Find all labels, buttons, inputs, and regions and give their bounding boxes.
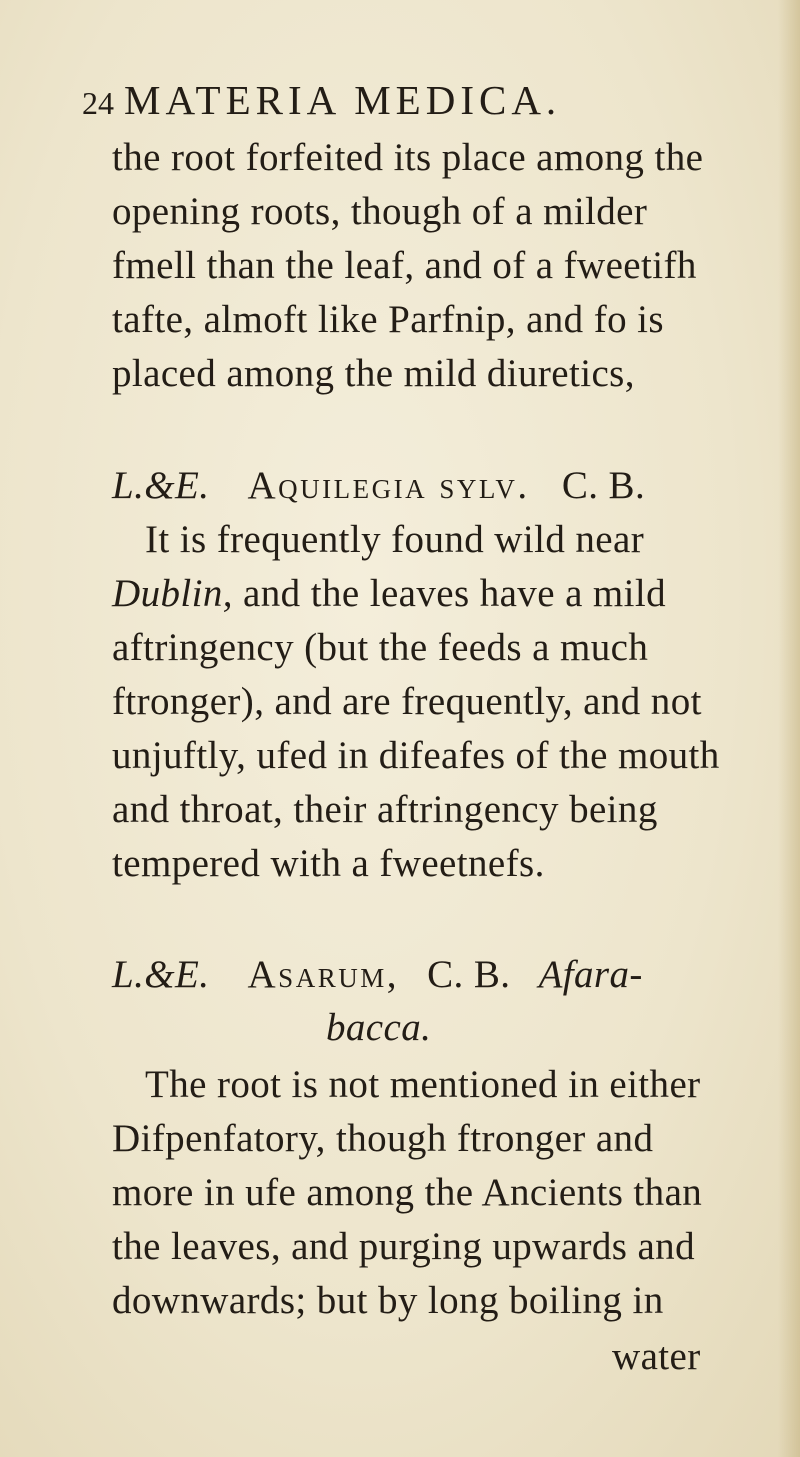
entry-heading-aquilegia xyxy=(112,466,645,505)
synonym: Afara- xyxy=(538,953,643,996)
synonym-continuation: bacca. xyxy=(326,1006,432,1049)
text-line: The root is not mentioned in either xyxy=(145,1063,701,1106)
text-line: the leaves, and purging upwards and xyxy=(112,1225,695,1268)
catchword: water xyxy=(612,1335,701,1378)
pharmacopoeia-mark: L.&E. xyxy=(112,464,210,507)
running-header xyxy=(82,76,561,124)
entry-heading-asarum xyxy=(112,955,643,994)
text-line: Difpenfatory, though ftronger and xyxy=(112,1117,654,1160)
text-line: tafte, almoft like Parfnip, and fo is xyxy=(112,298,664,341)
text-line: It is frequently found wild near xyxy=(145,518,645,561)
drug-name: Aquilegia sylv. xyxy=(247,464,530,507)
text-line: placed among the mild diuretics, xyxy=(112,352,635,395)
pharmacopoeia-mark: L.&E. xyxy=(112,953,210,996)
drug-name: Asarum, xyxy=(247,953,399,996)
page-number: 24 xyxy=(82,85,114,121)
text-line: downwards; but by long boiling in xyxy=(112,1279,664,1322)
text-line: tempered with a fweetnefs. xyxy=(112,842,545,885)
authority: C. B. xyxy=(427,953,511,996)
text-line: the root forfeited its place among the xyxy=(112,136,704,179)
authority: C. B. xyxy=(561,464,646,507)
running-title: MATERIA MEDICA. xyxy=(124,77,562,123)
text-line: aftringency (but the feeds a much xyxy=(112,626,649,669)
text-line: fmell than the leaf, and of a fweetifh xyxy=(112,244,697,287)
text-line: ftronger), and are frequently, and not xyxy=(112,680,702,723)
page-edge-shadow xyxy=(778,0,800,1457)
text-line: and throat, their aftringency being xyxy=(112,788,658,831)
text-line: more in ufe among the Ancients than xyxy=(112,1171,703,1214)
text-line xyxy=(112,574,666,613)
text-line: unjuftly, ufed in difeafes of the mouth xyxy=(112,734,720,777)
text-line: opening roots, though of a milder xyxy=(112,190,648,233)
place-name: Dublin, xyxy=(112,572,233,615)
text-line-remainder: and the leaves have a mild xyxy=(243,572,667,615)
